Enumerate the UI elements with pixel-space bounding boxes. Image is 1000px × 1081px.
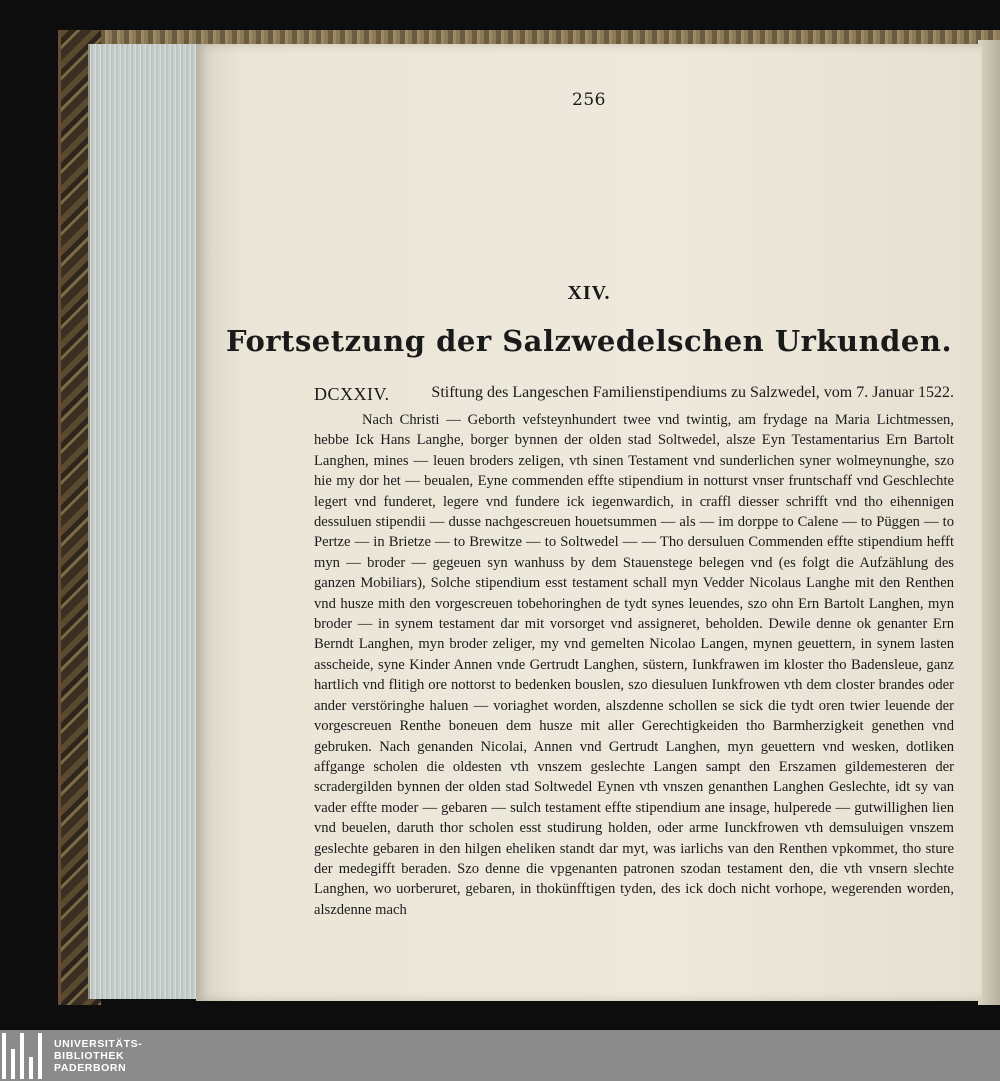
chapter-title: Fortsetzung der Salzwedelschen Urkunden. [225,324,953,358]
library-name-line3: PADERBORN [54,1061,127,1074]
body-paragraph: Nach Christi — Geborth vefsteynhundert twee vnd twintig, am frydage na Maria Lichtmessen, hebbe Ick Hans Langhe, borger bynnen der olden stad Soltwedel, alsze Eyn Testamentarius Ern Bartolt Langhen, mines — leuen broders zeligen, vth sinen Testament vnd sunderlichen syner wolmeynunghe, szo hie my dor het — beualen, Eyne commenden effte stipendium in notturst vnser fruntschaff vnd Geschlechte legert vnd funderet, legere vnd fundere ick iegenwardich, in craffl diesser schrifft vnd tho eihennigen dessuluen stipendii — dusse nachgescreuen houetsummen — als — im dorppe to Calene — to Püggen — to Pertze — in Brietze — to Brewitze — to Soltwedel — — Tho dersuluen Commenden effte stipendium hefft myn — broder — gegeuen syn wanhuss by dem Stauenstege belegen vnd (es folgt die Aufzählung des ganzen Mobiliars), Solche stipendium esst testament schall myn Vedder Nicolaus Langhe mit den Renthen vnd husze mith den vorgescreuen tobehoringhen de tydt synes leuendes, szo ohn Ern Bartolt Langhen, myn broder — in synem testament dar mit vorsorget vnd assigneret, beholden. Dewile denne ok genanter Ern Berndt Langhen, myn broder zeliger, my vnd gemelten Nicolao Langen, mynen geuettern, in synem lasten asscheide, syne Kinder Annen vnde Gertrudt Langhen, süstern, Iunkfrawen im kloster tho Badensleue, ganz hartlich vnd flitigh ore nottorst to bedenken bouslen, szo diesuluen Iunkfrowen vth dem closter brandes oder ander verstöringhe haluen — voriaghet worden, alszdenne schollen se sick die tydt oren twier leuende der vorgescreuen Renthe boneuen dem husze mit aller Gerechtigkeiden tho Barmherzigkeit genethen vnd gebruken. Nach genanden Nicolai, Annen vnd Gertrudt Langhen, myn geuettern vnd wesken, dotliken affgange scholen die oldesten vth vnszem geslechte Langen sampt den Erszamen gildemesteren der scradergilden bynnen der olden stad Soltwedel Eynen vth vnszen genanthen Langhen Geslechte, idt sy van vader effte moder — gebaren — sulch testament effte stipendium ane insage, hulperede — gutwillighen lien vnd beuelen, daruth thor scholen esst studirung holden, oder arme Iunckfrowen vth demsuluigen vnszem geslechte gebaren in den hilgen eheliken standt dar myt, was iarlichs van den Renthen vpkommet, tho sture der medegifft beraden. Szo denne die vpgenanten patronen szodan testament den, die vth vnsern slechte Langhen, wo uorberuret, gebaren, in thokünfftigen tyden, des ick doch nicht vorhope, wegerenden worden, alszdenne mach [314,412,954,918]
library-name [54,1038,142,1074]
page-number: 256 [572,90,606,110]
document-title: Stiftung des Langeschen Familienstipendiums zu Salzwedel, vom 7. Januar 1522. [431,384,954,401]
page-stack-edge [88,44,202,999]
library-logo-icon [2,1033,48,1079]
document-body [314,410,954,920]
book-page [196,44,982,1001]
document-heading [314,384,954,405]
chapter-number: XIV. [567,282,611,304]
document-number: DCXXIV. [314,384,390,404]
library-footer [0,1030,1000,1081]
library-name-line2: BIBLIOTHEK [54,1049,125,1062]
library-name-line1: UNIVERSITÄTS- [54,1037,143,1050]
